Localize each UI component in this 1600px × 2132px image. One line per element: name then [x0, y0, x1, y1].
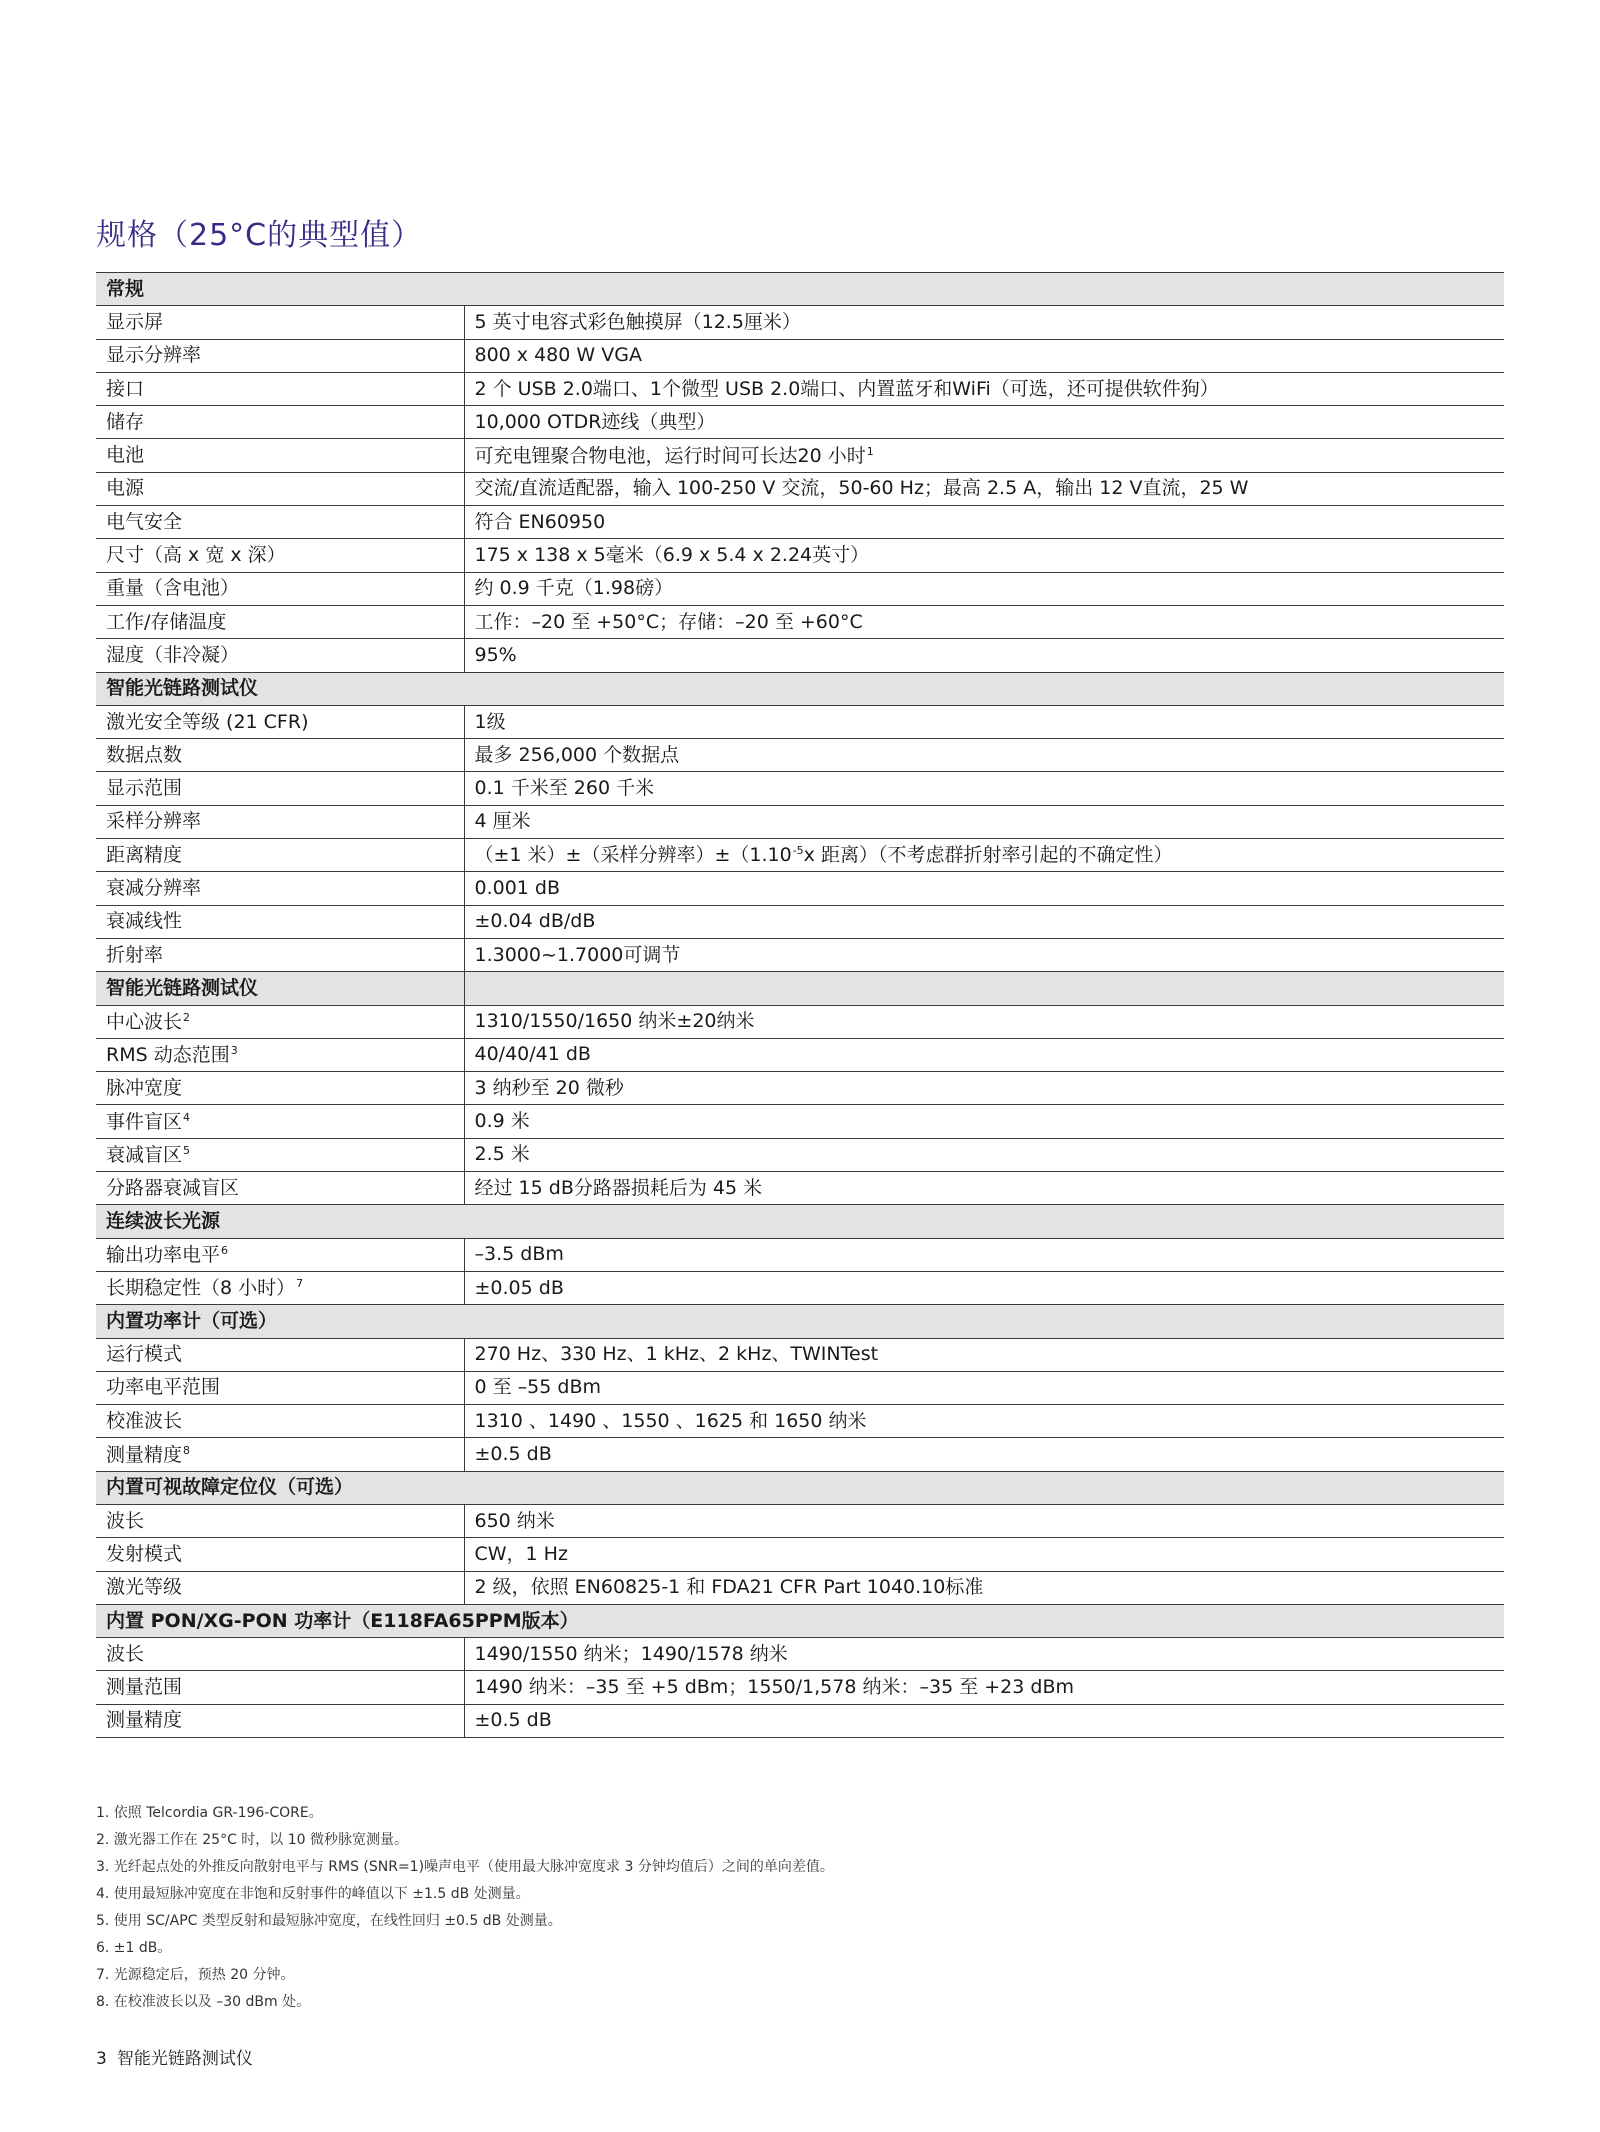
spec-value-text: 175 x 138 x 5毫米（6.9 x 5.4 x 2.24英寸）: [474, 544, 870, 567]
spec-value-text: 最多 256,000 个数据点: [474, 743, 680, 766]
spec-label: [96, 1438, 464, 1471]
footnote-ref: 1: [866, 444, 874, 458]
spec-label-text: 显示屏: [106, 310, 164, 333]
spec-row: [96, 639, 1504, 672]
page-number: 3: [96, 2049, 107, 2069]
spec-value-text: 40/40/41 dB: [474, 1043, 591, 1066]
spec-row: [96, 372, 1504, 405]
spec-value: [464, 539, 1504, 572]
spec-label: [96, 439, 464, 472]
spec-value: [464, 639, 1504, 672]
spec-value: [464, 1538, 1504, 1571]
spec-label: [96, 1138, 464, 1171]
spec-label: [96, 1038, 464, 1071]
spec-label-text: 采样分辨率: [106, 810, 202, 833]
spec-value-text: 1490 纳米：–35 至 +5 dBm；1550/1,578 纳米：–35 至 +23 dBm: [474, 1676, 1074, 1699]
spec-value-text: 4 厘米: [474, 810, 531, 833]
spec-value-text: 3 纳秒至 20 微秒: [474, 1076, 624, 1099]
spec-row: [96, 739, 1504, 772]
footnote-ref: 4: [183, 1110, 191, 1124]
spec-value: [464, 1172, 1504, 1205]
spec-value-text: 650 纳米: [474, 1509, 555, 1532]
spec-value-text: 1490/1550 纳米；1490/1578 纳米: [474, 1642, 788, 1665]
spec-value: [464, 805, 1504, 838]
spec-row: [96, 805, 1504, 838]
spec-value-text: 2.5 米: [474, 1143, 530, 1166]
footnote: 4. 使用最短脉冲宽度在非饱和反射事件的峰值以下 ±1.5 dB 处测量。: [96, 1886, 530, 1902]
spec-value: [464, 605, 1504, 638]
spec-label-text: 衰减盲区: [106, 1143, 183, 1166]
spec-value-text: 经过 15 dB分路器损耗后为 45 米: [474, 1176, 763, 1199]
spec-label-text: 显示分辨率: [106, 344, 202, 367]
spec-value-text: 0 至 –55 dBm: [474, 1376, 601, 1399]
spec-value-text: ±0.5 dB: [474, 1443, 552, 1466]
spec-label: [96, 1704, 464, 1737]
spec-label: [96, 1338, 464, 1371]
footnote: 5. 使用 SC/APC 类型反射和最短脉冲宽度，在线性回归 ±0.5 dB 处测量。: [96, 1913, 562, 1929]
spec-value: [464, 506, 1504, 539]
spec-value: [464, 905, 1504, 938]
spec-value: [464, 705, 1504, 738]
spec-value-text: x 距离）（不考虑群折射率引起的不确定性）: [803, 844, 1173, 867]
spec-value-text: –3.5 dBm: [474, 1243, 564, 1266]
spec-value-text: ±0.05 dB: [474, 1276, 564, 1299]
page-footer: [96, 2044, 253, 2069]
spec-value: [464, 1072, 1504, 1105]
spec-value: [464, 1638, 1504, 1671]
spec-label: [96, 1005, 464, 1038]
spec-label-text: 激光等级: [106, 1576, 183, 1599]
spec-table: [96, 272, 1504, 1738]
spec-value-text: 800 x 480 W VGA: [474, 344, 642, 367]
exponent: -5: [792, 844, 804, 858]
footnote: 6. ±1 dB。: [96, 1940, 172, 1956]
spec-label: [96, 472, 464, 505]
spec-label-text: 运行模式: [106, 1343, 183, 1366]
spec-row: [96, 1538, 1504, 1571]
spec-label-text: 接口: [106, 377, 145, 400]
spec-label-text: 事件盲区: [106, 1110, 183, 1133]
spec-label: [96, 639, 464, 672]
spec-label-text: 发射模式: [106, 1542, 183, 1565]
spec-value-text: 2 级，依照 EN60825-1 和 FDA21 CFR Part 1040.10标准: [474, 1576, 984, 1599]
spec-value: [464, 1704, 1504, 1737]
spec-value-text: 符合 EN60950: [474, 510, 606, 533]
spec-row: [96, 1072, 1504, 1105]
spec-value: [464, 1138, 1504, 1171]
spec-value-text: 1310 、1490 、1550 、1625 和 1650 纳米: [474, 1409, 867, 1432]
section-header: 常规: [96, 273, 1504, 306]
spec-value: [464, 572, 1504, 605]
footnote: 3. 光纤起点处的外推反向散射电平与 RMS (SNR=1)噪声电平（使用最大脉冲宽度求 3 分钟均值后）之间的单向差值。: [96, 1859, 834, 1875]
spec-value: [464, 372, 1504, 405]
spec-label: [96, 1172, 464, 1205]
spec-label: [96, 372, 464, 405]
spec-row: [96, 938, 1504, 971]
spec-row: [96, 1271, 1504, 1304]
spec-value: [464, 1671, 1504, 1704]
spec-label: [96, 506, 464, 539]
spec-row: [96, 1371, 1504, 1404]
spec-row: [96, 539, 1504, 572]
spec-value: [464, 306, 1504, 339]
spec-label: [96, 1271, 464, 1304]
spec-row: [96, 839, 1504, 872]
footnote-ref: 5: [183, 1143, 191, 1157]
spec-row: [96, 905, 1504, 938]
section-header: 内置功率计（可选）: [96, 1305, 1504, 1338]
spec-value-text: 0.001 dB: [474, 876, 561, 899]
spec-label: [96, 805, 464, 838]
spec-label-text: 功率电平范围: [106, 1376, 221, 1399]
spec-value: [464, 839, 1504, 872]
spec-label: [96, 1072, 464, 1105]
spec-label-text: 储存: [106, 410, 145, 433]
section-header: 内置可视故障定位仪（可选）: [96, 1471, 1504, 1504]
spec-value: [464, 1338, 1504, 1371]
spec-label: [96, 1405, 464, 1438]
spec-value-text: 270 Hz、330 Hz、1 kHz、2 kHz、TWINTest: [474, 1343, 879, 1366]
footnote: 8. 在校准波长以及 –30 dBm 处。: [96, 1994, 311, 2010]
footnotes: [96, 1800, 834, 2016]
spec-row: [96, 439, 1504, 472]
section-header-row: [96, 672, 1504, 705]
spec-label: [96, 339, 464, 372]
spec-value-text: 1310/1550/1650 纳米±20纳米: [474, 1010, 755, 1033]
spec-row: [96, 339, 1504, 372]
spec-value: [464, 1571, 1504, 1604]
section-header-row: [96, 972, 1504, 1005]
spec-value: [464, 406, 1504, 439]
spec-label: [96, 1538, 464, 1571]
spec-label-text: 显示范围: [106, 777, 183, 800]
spec-value: [464, 1038, 1504, 1071]
spec-value-text: 1级: [474, 710, 506, 733]
section-header: 智能光链路测试仪: [96, 972, 464, 1005]
spec-value: [464, 739, 1504, 772]
spec-label-text: RMS 动态范围: [106, 1043, 230, 1066]
spec-row: [96, 1238, 1504, 1271]
spec-row: [96, 1638, 1504, 1671]
footnote-ref: 7: [296, 1277, 304, 1291]
spec-value: [464, 1371, 1504, 1404]
spec-value: [464, 1405, 1504, 1438]
section-header-row: [96, 1604, 1504, 1637]
spec-label: [96, 1105, 464, 1138]
spec-value-text: 2 个 USB 2.0端口、1个微型 USB 2.0端口、内置蓝牙和WiFi（可选，还可提供软件狗）: [474, 377, 1219, 400]
spec-row: [96, 1671, 1504, 1704]
spec-value-text: 交流/直流适配器，输入 100-250 V 交流，50-60 Hz；最高 2.5 A，输出 12 V直流，25 W: [474, 477, 1249, 500]
footnote-ref: 6: [221, 1243, 229, 1257]
spec-value: [464, 1504, 1504, 1537]
spec-row: [96, 1438, 1504, 1471]
spec-row: [96, 572, 1504, 605]
spec-value-text: 约 0.9 千克（1.98磅）: [474, 577, 674, 600]
spec-label-text: 距离精度: [106, 843, 183, 866]
spec-label-text: 测量精度: [106, 1443, 183, 1466]
spec-value-text: 可充电锂聚合物电池，运行时间可长达20 小时: [474, 444, 866, 467]
spec-row: [96, 1005, 1504, 1038]
spec-value: [464, 1105, 1504, 1138]
footnote: 2. 激光器工作在 25°C 时，以 10 微秒脉宽测量。: [96, 1832, 409, 1848]
spec-label: [96, 406, 464, 439]
spec-row: [96, 1338, 1504, 1371]
spec-value-text: 0.9 米: [474, 1110, 530, 1133]
spec-row: [96, 472, 1504, 505]
spec-label-text: 电源: [106, 477, 145, 500]
spec-row: [96, 605, 1504, 638]
spec-label-text: 波长: [106, 1642, 145, 1665]
spec-label-text: 湿度（非冷凝）: [106, 643, 240, 666]
spec-label: [96, 1238, 464, 1271]
spec-value-text: 10,000 OTDR迹线（典型）: [474, 410, 716, 433]
spec-label: [96, 839, 464, 872]
spec-label: [96, 938, 464, 971]
spec-row: [96, 406, 1504, 439]
spec-label: [96, 905, 464, 938]
spec-label-text: 重量（含电池）: [106, 577, 240, 600]
spec-label: [96, 572, 464, 605]
spec-label: [96, 1671, 464, 1704]
spec-label-text: 衰减线性: [106, 910, 183, 933]
spec-value-text: 0.1 千米至 260 千米: [474, 777, 655, 800]
spec-row: [96, 1405, 1504, 1438]
spec-label-text: 电池: [106, 444, 145, 467]
spec-row: [96, 872, 1504, 905]
spec-value-text: ±0.04 dB/dB: [474, 910, 596, 933]
spec-value-text: 95%: [474, 643, 517, 666]
section-header-row: [96, 1471, 1504, 1504]
spec-row: [96, 1504, 1504, 1537]
footnote-ref: 8: [183, 1443, 191, 1457]
spec-value-text: ±0.5 dB: [474, 1709, 552, 1732]
spec-row: [96, 772, 1504, 805]
spec-value: [464, 938, 1504, 971]
spec-value: [464, 439, 1504, 472]
spec-label-text: 脉冲宽度: [106, 1076, 183, 1099]
spec-label-text: 激光安全等级 (21 CFR): [106, 710, 309, 733]
spec-value: [464, 1271, 1504, 1304]
spec-label-text: 测量范围: [106, 1676, 183, 1699]
spec-row: [96, 705, 1504, 738]
spec-label-text: 分路器衰减盲区: [106, 1176, 240, 1199]
spec-value: [464, 472, 1504, 505]
spec-label-text: 长期稳定性（8 小时）: [106, 1277, 296, 1300]
spec-label-text: 衰减分辨率: [106, 876, 202, 899]
spec-label-text: 尺寸（高 x 宽 x 深）: [106, 544, 286, 567]
section-header: 连续波长光源: [96, 1205, 1504, 1238]
spec-label-text: 校准波长: [106, 1409, 183, 1432]
spec-row: [96, 1105, 1504, 1138]
spec-label: [96, 872, 464, 905]
spec-row: [96, 506, 1504, 539]
spec-label: [96, 1571, 464, 1604]
spec-value-text: 1.3000~1.7000可调节: [474, 943, 681, 966]
spec-label: [96, 1371, 464, 1404]
footnote-ref: 2: [183, 1010, 191, 1024]
spec-row: [96, 306, 1504, 339]
footnote: 7. 光源稳定后，预热 20 分钟。: [96, 1967, 295, 1983]
spec-label: [96, 605, 464, 638]
section-header-row: [96, 1305, 1504, 1338]
spec-label: [96, 539, 464, 572]
spec-label: [96, 739, 464, 772]
spec-value: [464, 772, 1504, 805]
spec-value-text: 5 英寸电容式彩色触摸屏（12.5厘米）: [474, 310, 801, 333]
footer-product: 智能光链路测试仪: [116, 2049, 253, 2069]
section-header-row: [96, 1205, 1504, 1238]
spec-label: [96, 705, 464, 738]
footnote-ref: 3: [230, 1043, 238, 1057]
spec-row: [96, 1038, 1504, 1071]
spec-value: [464, 872, 1504, 905]
spec-row: [96, 1571, 1504, 1604]
spec-label: [96, 306, 464, 339]
spec-value: [464, 1238, 1504, 1271]
spec-label: [96, 1638, 464, 1671]
section-header-row: [96, 273, 1504, 306]
spec-value: [464, 339, 1504, 372]
section-header: 智能光链路测试仪: [96, 672, 1504, 705]
spec-label-text: 折射率: [106, 943, 164, 966]
page-title: 规格（25°C的典型值）: [96, 218, 423, 253]
spec-value: [464, 1438, 1504, 1471]
spec-label-text: 输出功率电平: [106, 1243, 221, 1266]
spec-value-text: 工作：–20 至 +50°C；存储：–20 至 +60°C: [474, 610, 863, 633]
spec-label: [96, 1504, 464, 1537]
spec-label-text: 中心波长: [106, 1010, 183, 1033]
spec-value: [464, 1005, 1504, 1038]
spec-label-text: 数据点数: [106, 743, 183, 766]
spec-row: [96, 1138, 1504, 1171]
spec-value-text: CW，1 Hz: [474, 1542, 568, 1565]
spec-label-text: 工作/存储温度: [106, 610, 227, 633]
spec-row: [96, 1172, 1504, 1205]
spec-label: [96, 772, 464, 805]
spec-row: [96, 1704, 1504, 1737]
section-header: 内置 PON/XG-PON 功率计（E118FA65PPM版本）: [96, 1604, 1504, 1637]
spec-label-text: 测量精度: [106, 1709, 183, 1732]
footnote: 1. 依照 Telcordia GR-196-CORE。: [96, 1805, 323, 1821]
spec-value-text-pre: （±1 米）±（采样分辨率）±（1.10: [474, 844, 792, 867]
section-header-empty: [464, 972, 1504, 1005]
spec-label-text: 波长: [106, 1509, 145, 1532]
spec-label-text: 电气安全: [106, 510, 183, 533]
